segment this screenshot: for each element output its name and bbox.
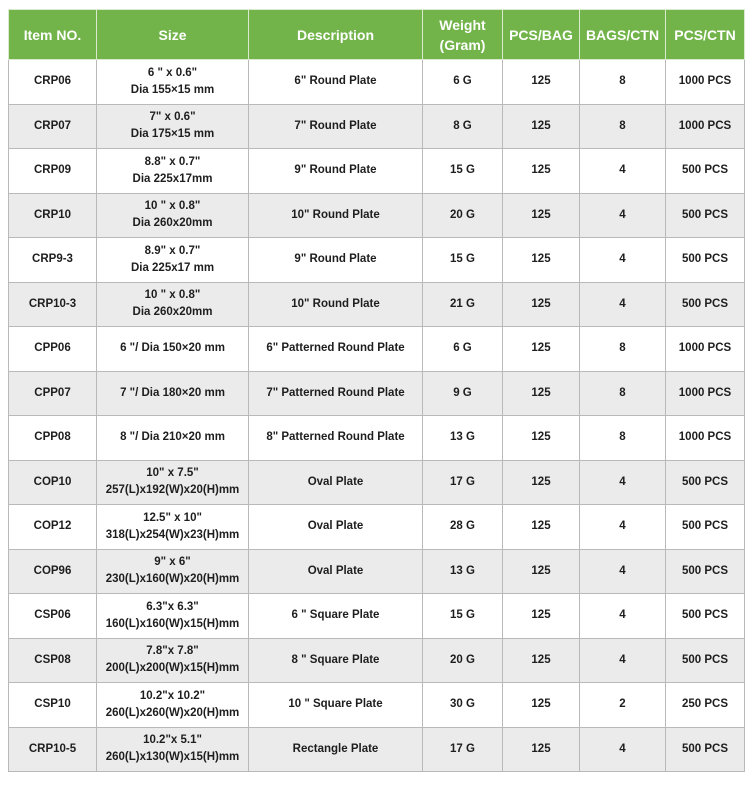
cell-size — [97, 104, 249, 149]
cell-pcs-ctn: 1000 PCS — [666, 371, 745, 416]
cell-size — [97, 60, 249, 105]
cell-pcs-bag: 125 — [503, 416, 580, 461]
cell-pcs-bag: 125 — [503, 238, 580, 283]
cell-size — [97, 193, 249, 238]
cell-size — [97, 549, 249, 594]
cell-weight: 13 G — [423, 549, 503, 594]
cell-item-no: COP96 — [9, 549, 97, 594]
cell-bags-ctn: 4 — [580, 505, 666, 550]
header-pcs-bag: PCS/BAG — [503, 10, 580, 60]
cell-size — [97, 238, 249, 283]
cell-weight: 21 G — [423, 282, 503, 327]
cell-item-no: CRP06 — [9, 60, 97, 105]
cell-bags-ctn: 4 — [580, 460, 666, 505]
cell-pcs-bag: 125 — [503, 505, 580, 550]
cell-item-no: CRP10 — [9, 193, 97, 238]
cell-item-no: COP10 — [9, 460, 97, 505]
cell-pcs-ctn: 1000 PCS — [666, 104, 745, 149]
cell-description: 9" Round Plate — [249, 149, 423, 194]
size-line: 6.3"x 6.3" — [146, 600, 199, 613]
cell-item-no: CSP10 — [9, 683, 97, 728]
cell-pcs-bag: 125 — [503, 638, 580, 683]
cell-pcs-bag: 125 — [503, 104, 580, 149]
cell-pcs-ctn: 500 PCS — [666, 505, 745, 550]
cell-item-no: CPP07 — [9, 371, 97, 416]
cell-bags-ctn: 4 — [580, 549, 666, 594]
size-line: 10.2"x 5.1" — [143, 734, 202, 747]
table-header — [9, 10, 745, 60]
cell-bags-ctn: 8 — [580, 60, 666, 105]
header-description: Description — [249, 10, 423, 60]
cell-description: 9" Round Plate — [249, 238, 423, 283]
size-line: Dia 225x17mm — [132, 172, 213, 185]
cell-pcs-ctn: 500 PCS — [666, 460, 745, 505]
cell-weight: 17 G — [423, 460, 503, 505]
cell-bags-ctn: 2 — [580, 683, 666, 728]
cell-pcs-bag: 125 — [503, 149, 580, 194]
cell-description: 6" Round Plate — [249, 60, 423, 105]
cell-weight: 28 G — [423, 505, 503, 550]
cell-pcs-bag: 125 — [503, 371, 580, 416]
cell-description: 10" Round Plate — [249, 282, 423, 327]
table-row — [9, 60, 745, 105]
product-spec-table-container — [8, 9, 744, 772]
cell-size — [97, 282, 249, 327]
size-line: 7.8"x 7.8" — [146, 645, 199, 658]
cell-bags-ctn: 8 — [580, 416, 666, 461]
cell-pcs-bag: 125 — [503, 683, 580, 728]
table-row — [9, 460, 745, 505]
cell-description: 7" Patterned Round Plate — [249, 371, 423, 416]
cell-pcs-ctn: 500 PCS — [666, 727, 745, 772]
table-row — [9, 594, 745, 639]
cell-size — [97, 327, 249, 372]
cell-bags-ctn: 8 — [580, 327, 666, 372]
cell-size — [97, 149, 249, 194]
cell-weight: 6 G — [423, 327, 503, 372]
cell-pcs-ctn: 1000 PCS — [666, 60, 745, 105]
cell-item-no: CPP08 — [9, 416, 97, 461]
cell-weight: 20 G — [423, 193, 503, 238]
table-row — [9, 371, 745, 416]
table-row — [9, 549, 745, 594]
cell-item-no: CSP08 — [9, 638, 97, 683]
cell-item-no: COP12 — [9, 505, 97, 550]
table-body — [9, 60, 745, 772]
size-line: Dia 260x20mm — [132, 217, 213, 230]
cell-weight: 30 G — [423, 683, 503, 728]
cell-size — [97, 594, 249, 639]
cell-weight: 6 G — [423, 60, 503, 105]
table-row — [9, 238, 745, 283]
cell-pcs-bag: 125 — [503, 594, 580, 639]
cell-description: 10 " Square Plate — [249, 683, 423, 728]
cell-item-no: CSP06 — [9, 594, 97, 639]
cell-pcs-ctn: 250 PCS — [666, 683, 745, 728]
size-line: Dia 260x20mm — [132, 306, 213, 319]
size-line: 6 " x 0.6" — [147, 66, 198, 79]
cell-size — [97, 416, 249, 461]
table-row — [9, 727, 745, 772]
product-spec-table — [8, 9, 745, 772]
size-line: 8.9" x 0.7" — [144, 244, 201, 257]
table-row — [9, 416, 745, 461]
table-row — [9, 683, 745, 728]
cell-size — [97, 638, 249, 683]
header-item-no: Item NO. — [9, 10, 97, 60]
cell-item-no: CRP09 — [9, 149, 97, 194]
header-weight-line: (Gram) — [439, 36, 486, 53]
header-weight-line: Weight — [439, 16, 486, 33]
cell-size — [97, 505, 249, 550]
cell-pcs-bag: 125 — [503, 549, 580, 594]
cell-bags-ctn: 4 — [580, 282, 666, 327]
size-line: 8 "/ Dia 210×20 mm — [120, 431, 225, 444]
size-line: 12.5" x 10" — [143, 511, 202, 524]
cell-description: 10" Round Plate — [249, 193, 423, 238]
cell-item-no: CRP9-3 — [9, 238, 97, 283]
cell-bags-ctn: 8 — [580, 104, 666, 149]
table-row — [9, 638, 745, 683]
cell-description: Oval Plate — [249, 505, 423, 550]
size-line: 10 " x 0.8" — [144, 289, 201, 302]
size-line: 200(L)x200(W)x15(H)mm — [105, 662, 240, 675]
cell-bags-ctn: 4 — [580, 238, 666, 283]
table-row — [9, 193, 745, 238]
cell-pcs-ctn: 500 PCS — [666, 594, 745, 639]
cell-item-no: CRP10-3 — [9, 282, 97, 327]
header-row — [9, 10, 745, 60]
cell-pcs-ctn: 500 PCS — [666, 282, 745, 327]
table-row — [9, 282, 745, 327]
header-bags-ctn: BAGS/CTN — [580, 10, 666, 60]
cell-bags-ctn: 4 — [580, 193, 666, 238]
cell-weight: 15 G — [423, 594, 503, 639]
cell-pcs-ctn: 500 PCS — [666, 638, 745, 683]
cell-description: Oval Plate — [249, 460, 423, 505]
header-weight — [423, 10, 503, 60]
table-row — [9, 149, 745, 194]
cell-pcs-bag: 125 — [503, 327, 580, 372]
cell-description: Oval Plate — [249, 549, 423, 594]
cell-pcs-ctn: 1000 PCS — [666, 327, 745, 372]
cell-pcs-ctn: 1000 PCS — [666, 416, 745, 461]
cell-description: 8" Patterned Round Plate — [249, 416, 423, 461]
cell-pcs-bag: 125 — [503, 727, 580, 772]
size-line: 257(L)x192(W)x20(H)mm — [105, 484, 240, 497]
size-line: 230(L)x160(W)x20(H)mm — [105, 573, 240, 586]
size-line: 160(L)x160(W)x15(H)mm — [105, 617, 240, 630]
cell-item-no: CRP07 — [9, 104, 97, 149]
table-row — [9, 327, 745, 372]
cell-weight: 15 G — [423, 149, 503, 194]
cell-pcs-bag: 125 — [503, 193, 580, 238]
cell-weight: 13 G — [423, 416, 503, 461]
cell-pcs-ctn: 500 PCS — [666, 549, 745, 594]
cell-weight: 9 G — [423, 371, 503, 416]
size-line: 318(L)x254(W)x23(H)mm — [105, 528, 240, 541]
cell-pcs-bag: 125 — [503, 460, 580, 505]
size-line: 8.8" x 0.7" — [144, 155, 201, 168]
cell-pcs-bag: 125 — [503, 60, 580, 105]
size-line: 7 "/ Dia 180×20 mm — [120, 386, 225, 399]
cell-weight: 15 G — [423, 238, 503, 283]
cell-bags-ctn: 4 — [580, 638, 666, 683]
cell-size — [97, 371, 249, 416]
size-line: 10" x 7.5" — [146, 467, 199, 480]
size-line: 10.2"x 10.2" — [139, 689, 206, 702]
cell-size — [97, 460, 249, 505]
cell-item-no: CRP10-5 — [9, 727, 97, 772]
cell-weight: 17 G — [423, 727, 503, 772]
table-row — [9, 505, 745, 550]
cell-bags-ctn: 4 — [580, 727, 666, 772]
cell-description: 6 " Square Plate — [249, 594, 423, 639]
size-line: 9" x 6" — [154, 556, 191, 569]
cell-bags-ctn: 4 — [580, 594, 666, 639]
cell-description: 7" Round Plate — [249, 104, 423, 149]
cell-bags-ctn: 4 — [580, 149, 666, 194]
cell-size — [97, 683, 249, 728]
cell-pcs-ctn: 500 PCS — [666, 149, 745, 194]
size-line: 7" x 0.6" — [149, 111, 196, 124]
cell-bags-ctn: 8 — [580, 371, 666, 416]
size-line: Dia 225x17 mm — [130, 261, 215, 274]
cell-description: 8 " Square Plate — [249, 638, 423, 683]
size-line: 10 " x 0.8" — [144, 200, 201, 213]
size-line: 260(L)x260(W)x20(H)mm — [105, 706, 240, 719]
header-size: Size — [97, 10, 249, 60]
cell-pcs-bag: 125 — [503, 282, 580, 327]
cell-pcs-ctn: 500 PCS — [666, 193, 745, 238]
size-line: Dia 175×15 mm — [130, 128, 215, 141]
cell-item-no: CPP06 — [9, 327, 97, 372]
cell-weight: 8 G — [423, 104, 503, 149]
size-line: Dia 155×15 mm — [130, 83, 215, 96]
cell-pcs-ctn: 500 PCS — [666, 238, 745, 283]
cell-description: 6" Patterned Round Plate — [249, 327, 423, 372]
cell-weight: 20 G — [423, 638, 503, 683]
header-pcs-ctn: PCS/CTN — [666, 10, 745, 60]
cell-description: Rectangle Plate — [249, 727, 423, 772]
size-line: 6 "/ Dia 150×20 mm — [120, 342, 225, 355]
table-row — [9, 104, 745, 149]
size-line: 260(L)x130(W)x15(H)mm — [105, 751, 240, 764]
cell-size — [97, 727, 249, 772]
